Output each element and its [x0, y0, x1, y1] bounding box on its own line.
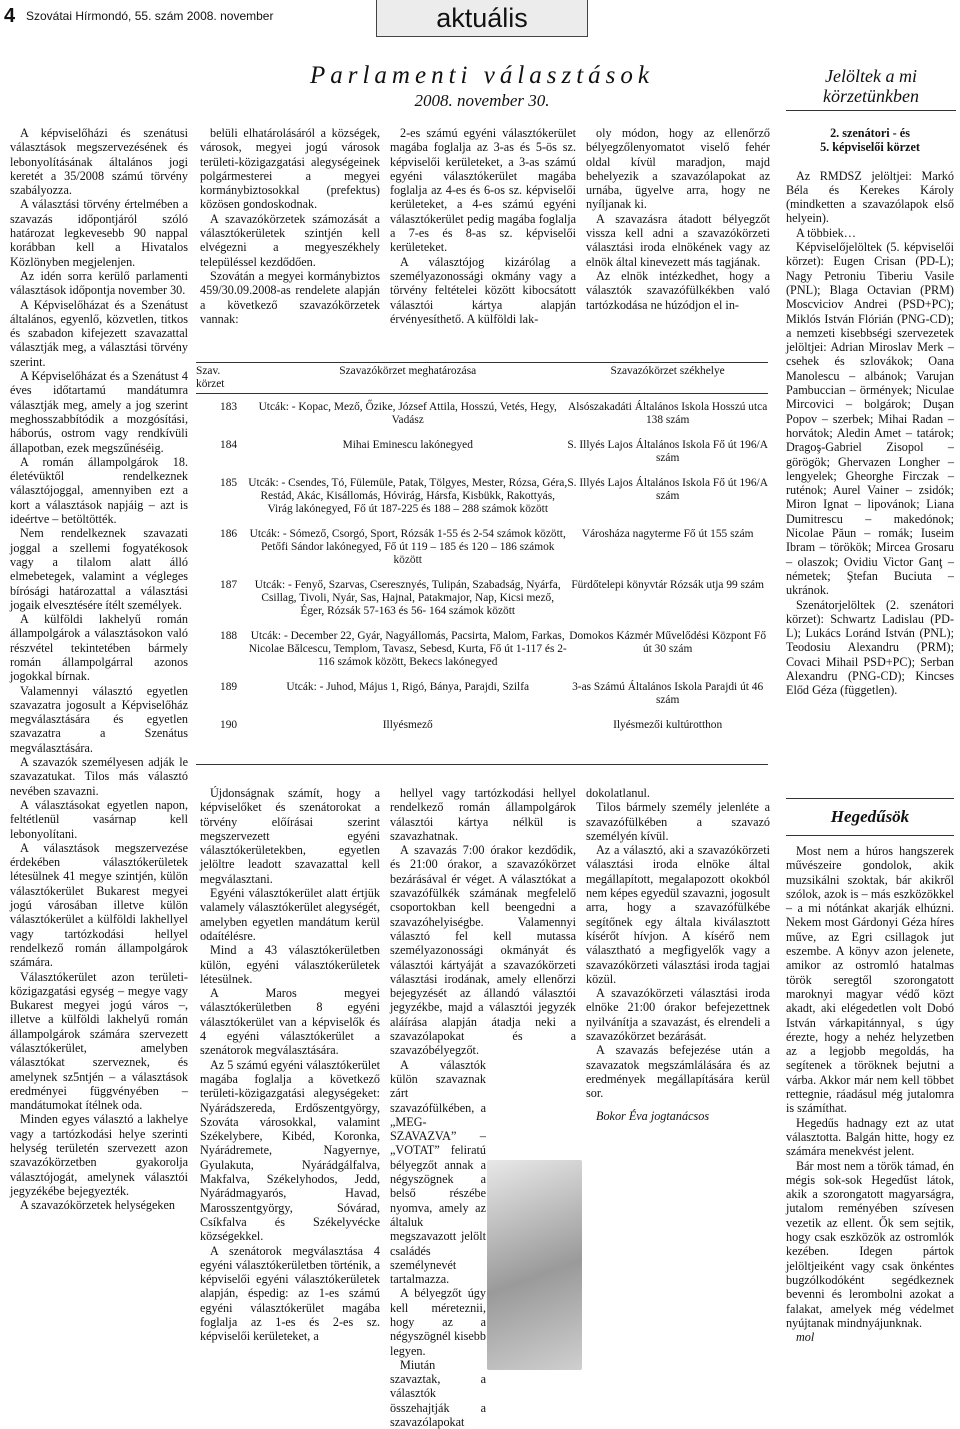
- sidebar-title: Jelöltek a mi körzetünkben: [823, 66, 919, 106]
- table-row: [196, 477, 768, 528]
- table-cell: 189: [220, 681, 238, 693]
- table-cell: 183: [220, 401, 238, 413]
- paragraph: Választókerület azon területi-közigazgatási egység – megye vagy Bukarest megyei jogú város –, illetve a külföldi lakhelyű román állampolgárok számára szervezett választókerület, amelyben választókat szerveznek, és amelynek sz5ntjén – a választások eredményei függvényében – mandátumokat ítélnek oda.: [10, 969, 188, 1113]
- article-column-4-bottom: [586, 786, 770, 1123]
- table-row: [196, 528, 768, 579]
- paragraph: Minden egyes választó a lakhelye vagy a tartózkodási helye szerinti helység területén szervezett azon szavazókörzetben gyakorolja választójogát, amelynek választói jegyzékébe bejegyezték.: [10, 1112, 188, 1198]
- table-row: [196, 394, 768, 440]
- running-head: Szovátai Hírmondó, 55. szám 2008. november: [26, 9, 274, 23]
- paragraph: belüli elhatárolásáról a községek, városok, megyei jogú városok területi-közigazgatási alegységeinek polgármesterei a megyei kormánybiztosokkal (prefektus) közösen gondoskodnak.: [200, 126, 380, 212]
- paragraph: A külföldi lakhelyű román állampolgárok a választásokon való részvétel tekintetében bármely román állampolgárral azonos jogokkal bírnak.: [10, 612, 188, 684]
- table-row: [196, 681, 768, 719]
- paragraph: Tilos bármely személy jelenléte a szavazófülkében a szavazó személyén kívül.: [586, 800, 770, 843]
- table-row: [196, 630, 768, 681]
- paragraph: A képviselőházi és szenátusi választások megszervezésének és lebonyolításának általános jogi keretét a 35/2008 számú törvény szabályozza.: [10, 126, 188, 198]
- table-cell: Utcák: - Juhod, Május 1, Rigó, Bánya, Parajdi, Szilfa: [286, 681, 530, 693]
- paragraph: A román állampolgárok 18. életévüktől rendelkeznek választójoggal, amennyiben ezt a kort a választások napjáig – azt is ideértve – betöltötték.: [10, 454, 188, 527]
- table-header: Szav. körzet: [196, 363, 248, 394]
- paragraph: Az elnök intézkedhet, hogy a választók szavazófülkékben való tartózkodása ne húzódjon el in-: [586, 268, 770, 312]
- paragraph: A szavazók személyesen adják le szavazatukat. Tilos más választó nevében szavazni.: [10, 755, 188, 798]
- paragraph: A szenátorok megválasztása 4 egyéni választókerületben történik, a képviselői egyéni választókerületek alapján, éspedig: az 1-es számú egyéni választókerület magába foglalja az 1-es és 2-es sz. képviselői kerületeket, a: [200, 1243, 380, 1344]
- paragraph: A szavazásra átadott bélyegzőt vissza kell adni a szavazókörzeti választási iroda elnökének vagy az elnök által kinevezett más tagjának.: [586, 211, 770, 269]
- table-row: [196, 439, 768, 477]
- paragraph: Újdonságnak számít, hogy a képviselőket és szenátorokat a törvény előírásai szerint megszervezett egyéni választókerületekben, egyetlen jelöltre leadott szavazattal kell megválasztani.: [200, 786, 380, 886]
- table-cell: 187: [220, 579, 238, 591]
- hegedusok-column: [786, 798, 954, 1344]
- table-row: [196, 579, 768, 630]
- paragraph: Nem rendelkeznek szavazati joggal a szellemi fogyatékosok vagy a tilalom alatt álló elmebetegek, valamint a végleges bírósági határozattal a választási jogaik elvesztésére ítélt személyek.: [10, 526, 188, 612]
- paragraph: A bélyegzőt úgy kell méreteznii, hogy az a négyszögnél kisebb legyen.: [390, 1286, 486, 1358]
- paragraph: Szenátorjelöltek (2. szenátori körzet): Schwartz Ladislau (PD-L); Lukács Loránd István (PNL); Teodosiu Alexandru (PRM); Covaci Mihail PSD+PC); Serban Alexandru (PNG-CD); Kincses Előd Géza (független).: [786, 597, 954, 698]
- table-cell: Domokos Kázmér Művelődési Központ Fő út 30 szám: [569, 630, 767, 655]
- article-title: Hegedűsök: [786, 798, 954, 836]
- table-cell: Utcák: - December 22, Gyár, Nagyállomás, Pacsirta, Malom, Farkas, Nicolae Bălcescu, Templom, Tavasz, Sebesd, Kurta, Fő út 1-117 és 2-116 számok között, Bekecs lakónegyed: [248, 630, 567, 668]
- paragraph: A többiek…: [796, 225, 856, 240]
- table-cell: Utcák: - Csendes, Tó, Fülemüle, Patak, Tölgyes, Mester, Rózsa, Géra, Restád, Akác, Kisállomás, Hóvirág, Hársfa, Kisbükk, Rakottyás, Virág lakónegyed, Fő út 187-225 és 188 – 288 számok között: [248, 477, 568, 515]
- paragraph: Valamennyi választó egyetlen szavazatra jogosult a Képviselőház megválasztására és egyetlen szavazatra a Szenátus megválasztására.: [10, 683, 188, 755]
- article-column-3-top: [390, 126, 576, 326]
- table-cell: Ilyésmezői kultúrotthon: [613, 719, 723, 731]
- divider: [786, 110, 956, 111]
- table-header: Szavazókörzet székhelye: [567, 363, 768, 394]
- table-cell: 185: [220, 477, 238, 489]
- table-cell: Városháza nagyterme Fő út 155 szám: [581, 528, 754, 540]
- paragraph: A választásokat egyetlen napon, feltétlenül vasárnap kell lebonyolítani.: [10, 797, 188, 841]
- paragraph: dokolatlanul.: [586, 786, 650, 800]
- paragraph: Most nem a húros hangszerek művészeire gondolok, akik muzsikálni szoktak, bár akikről szólok, azok is – más eszközökkel – a mi nótánkat akarják elhúzni. Nekem most Gárdonyi Géza híres műve, az Egri csillagok jut eszembe. A könyv azon jelenete, amikor az ostromló hatalmas török seregtől szorongatott maroknyi magyar védő közt akadt, aki elégedetlen volt Dobó István várkapitánnyal, s úgy érezte, hogy a nehéz helyzetben az a legjobb megoldás, ha segítenek a töröknek bejutni a várba. Akkor már nem kell többet rettegnie, ráadásul még jutalomra is számíthat.: [786, 844, 954, 1116]
- paragraph: Képviselőjelöltek (5. képviselői körzet): Eugen Crisan (PD-L); Nagy Petroniu Tiberiu Vasile (PNL); Blaga Octavian (PRM) Moscviciov Andrei (PSD+PC); Miklós István Flórián (PNG-CD); a nemzeti kisebbségi szervezetek jelöltjei: Adrian Miroslav Merk – csehek és szlovákok; Oana Manolescu – albánok; Varujan Pambuccian – örmények; Niculae Mircovici – bolgárok; Duşan Popov – szerbek; Mihai Radan – horvátok; Aledin Amet – tatárok; Dragoş-Gabriel Zisopol – görögök; Ghervazen Longher – lengyelek; Gheorghe Firczak – ruténok; Aurel Vainer – zsidók; Miron Ignat – lipovánok; Liana Dumitrescu – makedónok; Nicolae Păun – romák; Iuseim Ibram – törökök; Mircea Grosaru – olaszok; Ovidiu Victor Ganţ – németek; Ştefan Buciuta – ukránok.: [786, 240, 954, 598]
- article-column-4-top: [586, 126, 770, 312]
- paragraph: oly módon, hogy az ellenőrző bélyegzőlenyomatot viselő fehér oldal kívül maradjon, majd behelyezik a szavazólapokat az urnába, ügyelve arra, hogy ne nyíljanak ki.: [586, 126, 770, 212]
- table-cell: S. Illyés Lajos Általános Iskola Fő út 196/A szám: [567, 477, 768, 502]
- table-cell: S. Illyés Lajos Általános Iskola Fő út 196/A szám: [567, 439, 768, 464]
- table-header-row: [196, 363, 768, 394]
- paragraph: Az 5 számú egyéni választókerület magába foglalja a következő területi-közigazgatási alegységeket: Nyárádszereda, Erdőszentgyörgy, Szováta városokkal, valamint Székelybere, Kibéd, Koronka, Nyárádremete, Nagyernye, Gyulakuta, Nyárádgálfalva, Makfalva, Székelyhodos, Jedd, Nyárádmagyarós, Havad, Marosszentgyörgy, Sóvárad, Csíkfalva és Székelyvécke községekkel.: [200, 1057, 380, 1244]
- paragraph: A Képviselőházat és a Szenátust általános, egyenlő, közvetlen, titkos és szabadon kifejezett szavazattal választják meg, a választási törvény szerint.: [10, 297, 188, 369]
- paragraph: A szavazás 7:00 órakor kezdődik, és 21:00 órakor, a szavazókörzet bezárásával ér véget. A választókat a szavazófülkék számának megfelelő csoportokban kell beengedni a szavazóhelyiségbe. Valamennyi választó fel kell mutassa személyazonossági okmányát és választói kártyáját a szavazókörzeti választási irodának, amely ellenőrzi bejegyzését az állandó választói jegyzékbe, majd a választói jegyzék aláírása alapján átadja neki a szavazólapokat és a szavazóbélyegzőt.: [390, 843, 576, 1058]
- headline: Parlamenti választások: [309, 62, 654, 89]
- table-cell: Utcák: - Fenyő, Szarvas, Cseresznyés, Tulipán, Szabadság, Nyárfa, Csillag, Tivoli, Nyár, Sas, Hajnal, Patakmajor, Nap, Kicsi mező, Éger, Rózsák 57-163 és 56- 164 számok között: [254, 579, 561, 617]
- table-cell: Utcák: - Sómező, Csorgó, Sport, Rózsák 1-55 és 2-54 számok között, Petőfi Sándor lakónegyed, Fő út 119 – 185 és 120 – 186 számok között: [249, 528, 566, 566]
- district-heading: 2. szenátori - és: [830, 126, 910, 140]
- table-cell: Mihai Eminescu lakónegyed: [342, 439, 473, 451]
- paragraph: A szavazókörzetek számozását a választókerületek szintjén kell elvégezni a megyeszékhely településsel kezdődően.: [200, 211, 380, 269]
- paragraph: A választások megszervezése érdekében választókerületek létesülnek 41 megye szintjén, külön választókerület Bukarest megyei jogú városában illetve külön választókerület a külföldi lakhellyel vagy tartózkodási hellyel rendelkező román állampolgárok számára.: [10, 840, 188, 970]
- table-cell: Fürdőtelepi könyvtár Rózsák utja 99 szám: [571, 579, 764, 591]
- table-row: [196, 719, 768, 744]
- ballot-box-photo: [487, 1160, 582, 1370]
- paragraph: Az RMDSZ jelöltjei: Markó Béla és Kerekes Károly (mindketten a szavazólapok első helyein).: [786, 168, 954, 226]
- paragraph: Hegedűs hadnagy ezt az utat választotta. Balgán hitte, hogy ez számára menekvést jelent.: [786, 1115, 954, 1159]
- paragraph: A szavazás befejezése után a szavazatok megszámlálására és az eredmények megállapítására kerül sor.: [586, 1043, 770, 1101]
- table-cell: 188: [220, 630, 238, 642]
- table-cell: Utcák: - Kopac, Mező, Őzike, József Attila, Hosszú, Vetés, Hegy, Vadász: [258, 401, 557, 426]
- article-column-1: [10, 126, 188, 1213]
- candidates-column: [786, 126, 954, 698]
- paragraph: Az a választó, aki a szavazókörzeti választási iroda elnöke által megállapított, megalapozott okokból nem képes egyedül szavazni, jogosult arra, hogy a szavazófülkébe segítőnek egy általa kiválasztott kísérőt hívjon. A kísérő nem választható a megfigyelők vagy a szavazókörzeti választási iroda tagjai közül.: [586, 843, 770, 986]
- divider: [196, 764, 768, 765]
- paragraph: A választási törvény értelmében a szavazás időpontjáról szóló határozat legkevesebb 90 nappal korábban kell a Hivatalos Közlönyben megjelenjen.: [10, 197, 188, 269]
- table-cell: 3-as Számú Általános Iskola Parajdi út 46 szám: [572, 681, 764, 706]
- paragraph: A Maros megyei választókerületben 8 egyéni választókerület van a képviselők és 4 egyéni választókerület a szenátorok megválasztására.: [200, 986, 380, 1058]
- paragraph: Egyéni választókerület alatt értjük valamely választókerület alegységét, amelyben egyetlen mandátum kerül odaítélésre.: [200, 886, 380, 943]
- paragraph: A Képviselőházat és a Szenátust 4 éves időtartamú mandátumra választják meg, amely a jog szerint meghosszabbítódik a mozgósítási, háborús, ostrom vagy rendkívüli állapotban, ezek megszűnéséig.: [10, 369, 188, 455]
- paragraph: A szavazókörzeti választási iroda elnöke 21:00 órakor befejezettnek nyilvánítja a szavazást, és elrendeli a szavazókörzet bezárását.: [586, 986, 770, 1044]
- table-cell: 190: [220, 719, 238, 731]
- paragraph: A választójog kizárólag a személyazonossági okmány vagy a törvény feltételei között kibocsátott választói kártya alapján érvényesíthető. A külföldi lak-: [390, 254, 576, 326]
- dateline: 2008. november 30.: [414, 91, 550, 110]
- paragraph: A választók külön szavaznak zárt szavazófülkében, a „MEG-SZAVAZVA” – „VOTAT” feliratú bélyegzőt annak a négyszögnek a belső részébe nyomva, amely az általuk megszavazott jelölt családés személynevét tartalmazza.: [390, 1057, 486, 1287]
- district-heading: 5. képviselői körzet: [820, 140, 920, 155]
- paragraph: Az idén sorra kerülő parlamenti választások időpontja november 30.: [10, 268, 188, 298]
- paragraph: 2-es számú egyéni választókerület magába foglalja az 3-as és 5-ös sz. képviselői kerületeket, a 3-as számú egyéni választókerület magába foglalja az 4-es és 6-os sz. képviselői kerületeket, a 4-es számú egyéni választókerület pedig magába foglalja a 7-es és 8-as sz. képviselői kerületeket.: [390, 126, 576, 255]
- table-cell: 184: [220, 439, 238, 451]
- paragraph: Miután szavaztak, a választók összehajtják a szavazólapokat: [390, 1357, 486, 1429]
- author-signature: Bokor Éva jogtanácsos: [596, 1108, 710, 1123]
- paragraph: Szovátán a megyei kormánybiztos 459/30.09.2008-as rendelete alapján a következő szavazókörzetek vannak:: [200, 268, 380, 326]
- article-column-2-top: [200, 126, 380, 326]
- paragraph: hellyel vagy tartózkodási hellyel rendelkező román állampolgárok választói kártya nélkül is szavazhatnak.: [390, 786, 576, 843]
- paragraph: A szavazókörzetek helységeken: [20, 1198, 175, 1213]
- polling-stations-table: [196, 362, 768, 744]
- section-label: aktuális: [376, 0, 588, 37]
- table-cell: Illyésmező: [382, 719, 433, 731]
- page-number: 4: [4, 5, 16, 27]
- table-cell: 186: [220, 528, 238, 540]
- article-column-2-bottom: [200, 786, 380, 1344]
- table-cell: Alsószakadáti Általános Iskola Hosszú utca 138 szám: [567, 401, 768, 426]
- paragraph: Bár most nem a török támad, én mégis sok-sok Hegedűst látok, akik a szorongatott magyarságra, jutalom reményében szívesen vezetik az ellent. Ők sem sejtik, hogy csak eszközök az ostromlók kezében. Idegen pártok jelöltjeiként vagy csak önkéntes bugzólkodóként segédkeznek bevenni és lerombolni azokat a falakat, amelyek még védelmet nyújtanak mindnyájunknak.: [786, 1158, 954, 1330]
- table-header: Szavazókörzet meghatározása: [248, 363, 567, 394]
- paragraph: Mind a 43 választókerületben külön, egyéni választókerületek létesülnek.: [200, 943, 380, 986]
- author-signature: mol: [796, 1330, 815, 1345]
